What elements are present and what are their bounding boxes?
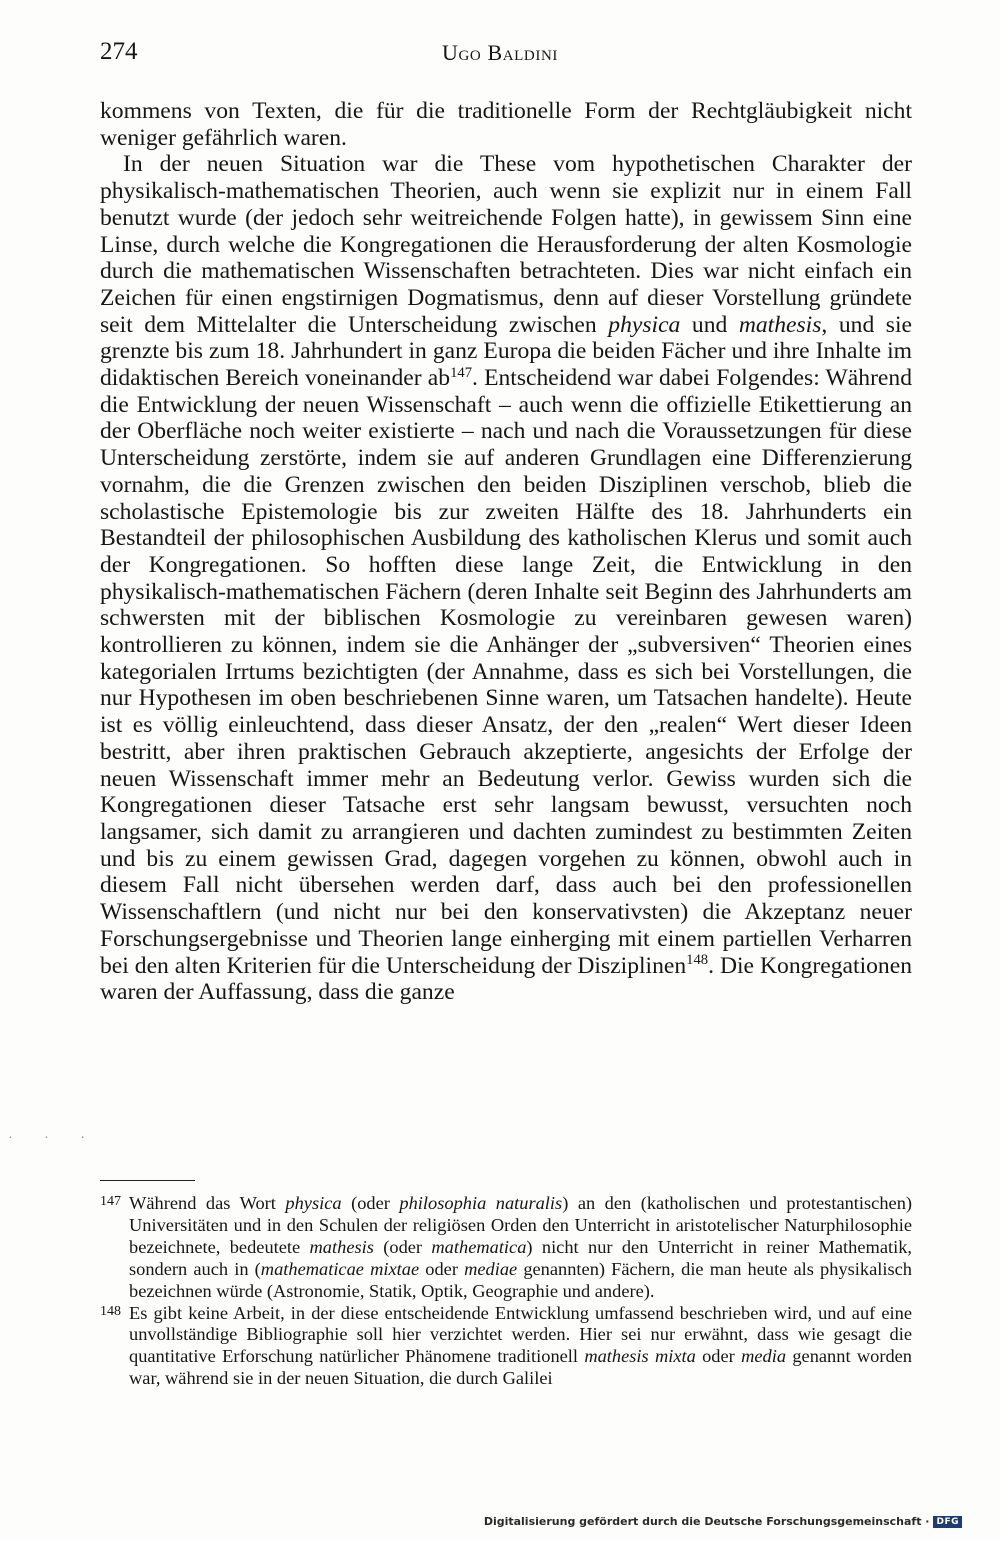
text-run: , und sie grenzte bis zum 18. Jahrhundert in ganz Europa die beiden Fächer und ihre Inhalte im didaktischen Bereich voneinander ab (100, 311, 913, 392)
italic-term: mathesis (309, 1236, 374, 1257)
footnotes (100, 1193, 912, 1390)
text-run: . Die Kongregationen waren der Auffassung, dass die ganze (100, 952, 912, 1006)
footnote-number: 147 (100, 1194, 121, 1209)
text-run: ) an den (katholischen und protestantischen) Universitäten und in den Schulen der religiösen Orden den Unterricht in aristotelischer Naturphilosophie bezeichnete, bedeutete (129, 1193, 913, 1257)
digitization-note-text: Digitalisierung gefördert durch die Deutsche Forschungsgemeinschaft · (483, 1515, 930, 1528)
italic-term: mediae (464, 1258, 518, 1279)
text-run: oder (695, 1346, 742, 1367)
text-run: genannt worden war, während sie in der neuen Situation, die durch Galilei (129, 1346, 912, 1389)
text-run: genannten) Fächern, die man heute als physikalisch bezeichnen würde (Astronomie, Statik, Optik, Geographie und andere). (129, 1258, 913, 1301)
text-run: und (680, 311, 739, 338)
text-run: (oder (373, 1236, 432, 1257)
footnote-number: 148 (100, 1303, 121, 1319)
italic-term: mathematicae mixtae (260, 1258, 420, 1279)
italic-term: physica (608, 311, 681, 338)
italic-term: philosophia naturalis (399, 1193, 563, 1213)
paragraph-continuation (100, 98, 912, 151)
text-run: kommens von Texten, die für die traditionelle Form der Rechtgläubigkeit nicht weniger gefährlich waren. (100, 98, 912, 151)
footnote-147 (100, 1193, 912, 1303)
paragraph (100, 151, 912, 1006)
italic-term: mathesis mixta (584, 1346, 696, 1367)
main-text (100, 98, 912, 1006)
running-head: Ugo Baldini (442, 40, 558, 65)
italic-term: physica (285, 1193, 342, 1213)
page-number: 274 (100, 38, 138, 65)
text-run: . Entscheidend war dabei Folgendes: Während die Entwicklung der neuen Wissenschaft – auch wenn die offizielle Etikettierung an der Oberfläche noch weiter existierte – nach und nach die Voraussetzungen für diese Unterscheidung zerstörte, indem sie auf anderen Grundlagen eine Differenzierung vornahm, die die Grenzen zwischen den beiden Disziplinen verschob, blieb die scholastische Epistemologie bis zur zweiten Hälfte des 18. Jahrhunderts ein Bestandteil der philosophischen Ausbildung des katholischen Klerus und somit auch der Kongregationen. So hofften diese lange Zeit, die Entwicklung in den physikalisch-mathematischen Fächern (deren Inhalte seit Beginn des Jahrhunderts am schwersten mit der biblischen Kosmologie zu vereinbaren gewesen waren) kontrollieren zu können, indem sie die Anhänger der „subversiven“ Theorien eines kategorialen Irrtums bezichtigten (der Annahme, dass es sich bei Vorstellungen, die nur Hypothesen im oben beschriebenen Sinne waren, um Tatsachen handelte). Heute ist es völlig einleuchtend, dass dieser Ansatz, der den „realen“ Wert dieser Ideen bestritt, aber ihren praktischen Gebrauch akzeptierte, angesichts der Erfolge der neuen Wissenschaft immer mehr an Bedeutung verlor. Gewiss wurden sich die Kongregationen dieser Tatsache erst sehr langsam bewusst, versuchten noch langsamer, sich damit zu arrangieren und dachten zumindest zu bestimmten Zeiten und bis zu einem gewissen Grad, dagegen vorgehen zu können, obwohl auch in diesem Fall nicht übersehen werden darf, dass auch bei den professionellen Wissenschaftlern (und nicht nur bei den konservativsten) die Akzeptanz neuer Forschungsergebnisse und Theorien lange einherging mit einem partiellen Verharren bei den alten Kriterien für die Unterscheidung der Disziplinen (100, 365, 912, 979)
italic-term: mathesis (738, 311, 822, 338)
dfg-logo: DFG (933, 1516, 962, 1528)
text-run: Während das Wort (129, 1193, 286, 1213)
text-run: Es gibt keine Arbeit, in der diese entscheidende Entwicklung umfassend beschrieben wird, und auf eine unvollständige Bibliographie soll hier verzichtet werden. Hier sei nur erwähnt, dass wie gesagt die quantitative Erforschung natürlicher Phänomene traditionell (129, 1302, 912, 1367)
footnote-text (129, 1303, 912, 1391)
text-run: (oder (341, 1193, 400, 1213)
text-run: oder (419, 1258, 465, 1279)
footnote-rule (100, 1180, 195, 1181)
margin-marks: · · · (8, 1131, 99, 1146)
italic-term: mathematica (431, 1236, 527, 1257)
digitization-note (484, 1515, 962, 1528)
footnote-148 (100, 1303, 912, 1391)
text-run: ) nicht nur den Unterricht in reiner Mathematik, sondern auch in ( (129, 1236, 913, 1279)
footnote-reference: 147 (450, 364, 472, 381)
text-run: In der neuen Situation war die These vom hypothetischen Charakter der physikalisch-mathematischen Theorien, auch wenn sie explizit nur in einem Fall benutzt wurde (der jedoch sehr weitreichende Folgen hatte), in gewissem Sinn eine Linse, durch welche die Kongregationen die Herausforderung der alten Kosmologie durch die mathematischen Wissenschaften betrachteten. Dies war nicht einfach ein Zeichen für einen engstirnigen Dogmatismus, denn auf dieser Vorstellung gründete seit dem Mittelalter die Unterscheidung zwischen (100, 151, 912, 338)
footnote-text (129, 1193, 912, 1303)
italic-term: media (741, 1346, 787, 1367)
footnote-reference: 148 (686, 952, 709, 969)
